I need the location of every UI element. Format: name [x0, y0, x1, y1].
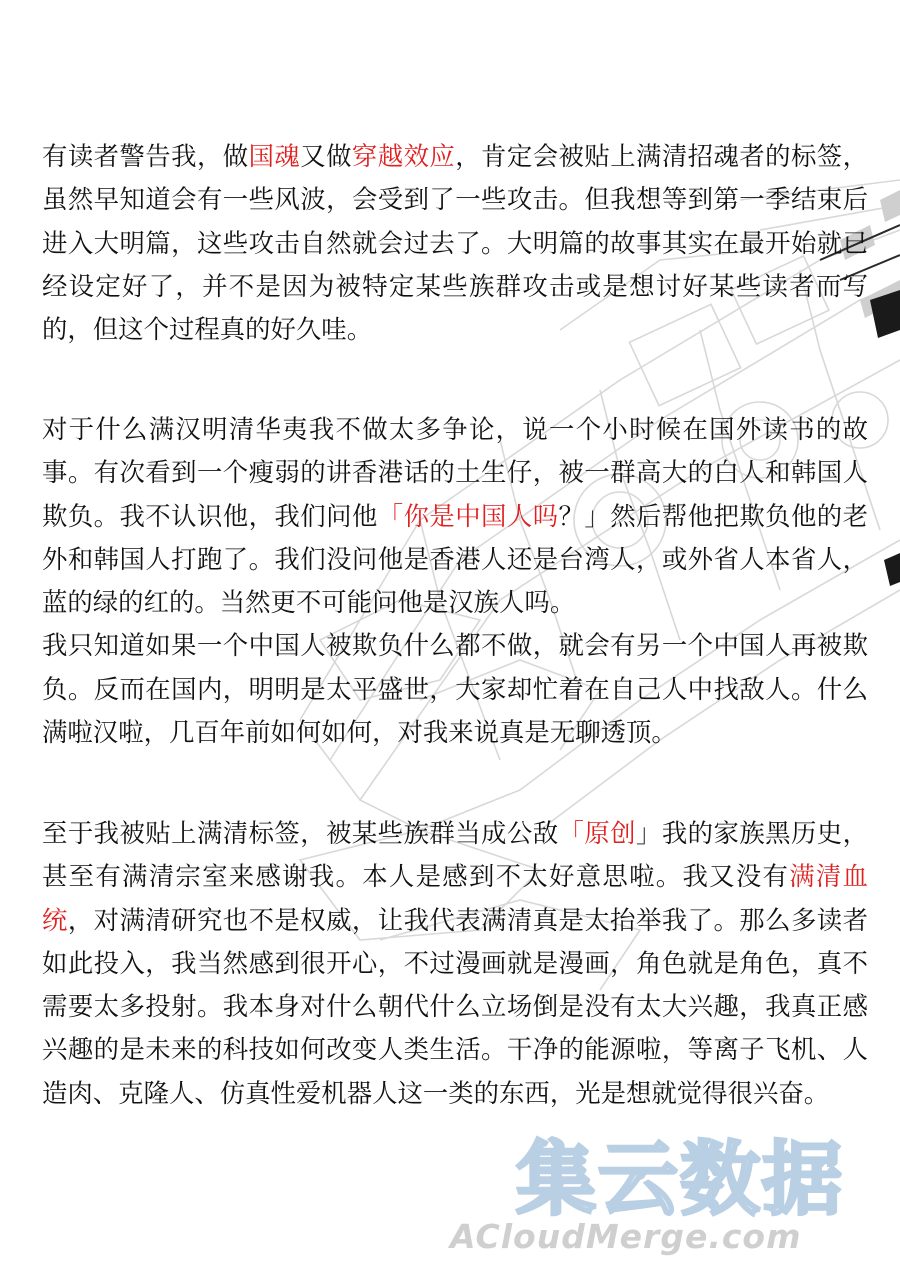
highlighted-text: 你是中国人吗: [403, 500, 559, 531]
watermark-logo: [450, 1135, 870, 1260]
highlighted-text: 原创: [584, 818, 637, 848]
body-text: 对于什么满汉明清华夷我不做太多争论，说一个小时候在国外读书的故事。有次看到一个瘦弱的讲香港话的土生仔，被一群高大的白人和韩国人欺负。我不认识他，我们问他: [42, 414, 868, 531]
highlighted-text: 国魂: [248, 141, 301, 171]
body-text: ，肯定会被贴上满清招魂者的标签，虽然早知道会有一些风波，会受到了一些攻击。但我想等到第一季结束后进入大明篇，这些攻击自然就会过去了。大明篇的故事其实在最开始就已经设定好了，并不是因为被特定某些族群攻击或是想讨好某些读者而写的，但这个过程真的好久哇。: [42, 141, 869, 345]
paragraph-2: [42, 408, 868, 754]
watermark-sub-text: ACloudMerge.com: [450, 1217, 802, 1256]
body-text: 我只知道如果一个中国人被欺负什么都不做，就会有另一个中国人再被欺负。反而在国内，明明是太平盛世，大家却忙着在自己人中找敌人。什么满啦汉啦，几百年前如何如何，对我来说真是无聊透顶。: [42, 630, 868, 748]
body-text: 」我的家族黑历史，甚至有满清宗室来感谢我。本人是感到不太好意思啦。我又没有: [42, 818, 869, 892]
highlighted-text: 穿越效应: [351, 141, 456, 171]
quote-bracket: 「: [558, 818, 585, 848]
highlighted-text: 满清血统: [42, 861, 869, 935]
quote-bracket: 「: [377, 500, 404, 531]
body-text: ，对满清研究也不是权威，让我代表满清真是太抬举我了。那么多读者如此投入，我当然感到很开心，不过漫画就是漫画，角色就是角色，真不需要太多投射。我本身对什么朝代什么立场倒是没有太大兴趣，我真正感兴趣的是未来的科技如何改变人类生活。干净的能源啦，等离子飞机、人造肉、克隆人、仿真性爱机器人这一类的东西，光是想就觉得很兴奋。: [42, 904, 869, 1108]
body-text: ？」然后帮他把欺负他的老外和韩国人打跑了。我们没问他是香港人还是台湾人，或外省人本省人，蓝的绿的红的。当然更不可能问他是汉族人吗。: [42, 500, 869, 618]
watermark-main-text: 集云数据: [516, 1133, 844, 1226]
paragraph-1: [42, 135, 868, 351]
paragraph-3: [42, 812, 868, 1115]
body-text: 又做: [300, 141, 352, 171]
body-text: 有读者警告我，做: [42, 141, 249, 171]
body-text: 至于我被贴上满清标签，被某些族群当成公敌: [42, 818, 559, 848]
